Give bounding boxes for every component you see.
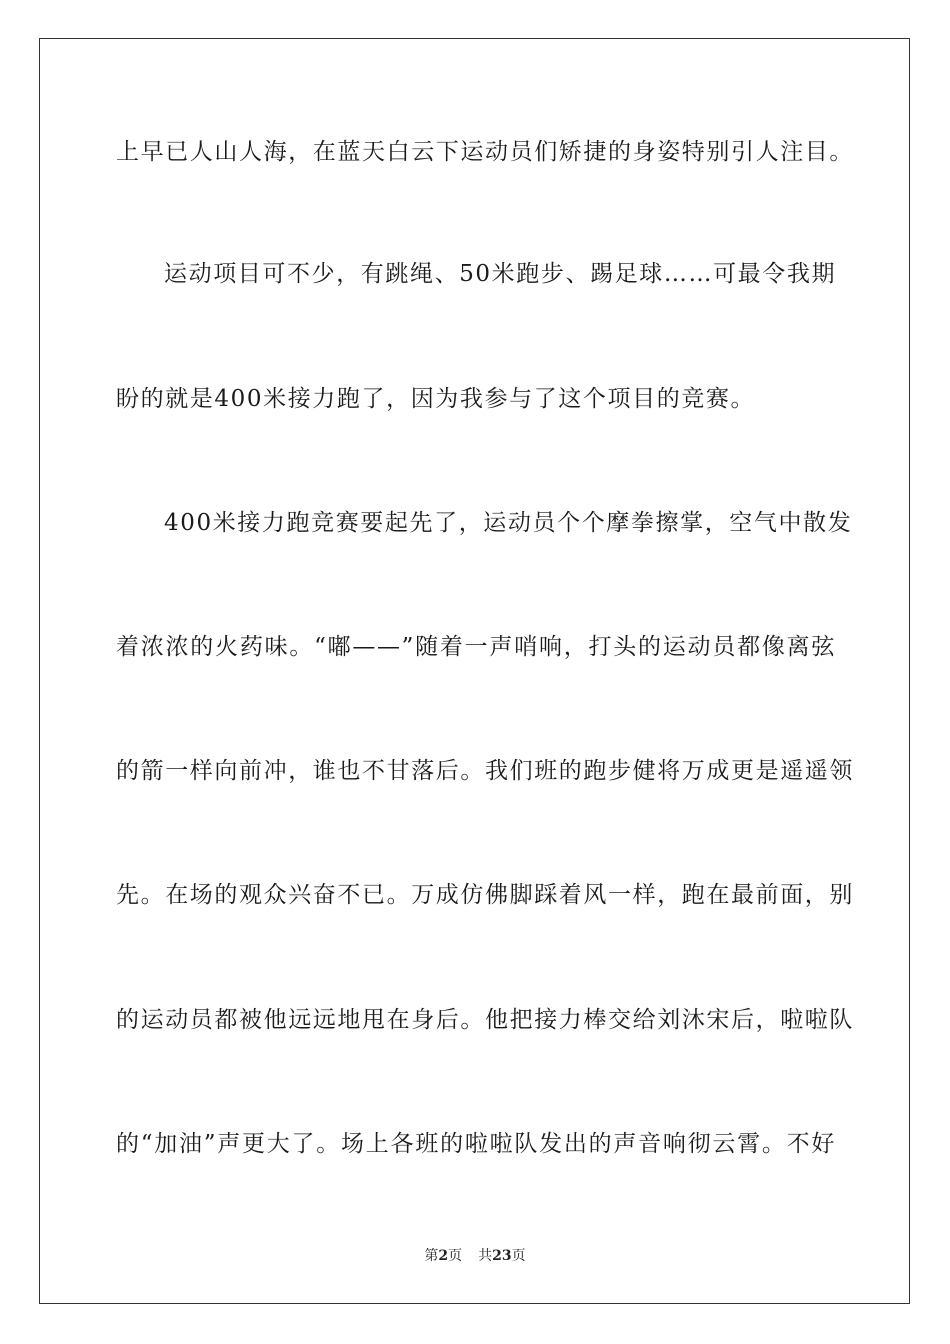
text-line-1: 上早已人山人海，在蓝天白云下运动员们矫捷的身姿特别引人注目。 [116,139,854,165]
page-footer [0,1246,950,1266]
page-border [39,38,910,1304]
page-prefix: 第 [424,1248,439,1264]
page-suffix: 页 [448,1248,463,1264]
total-pages: 23 [492,1248,512,1264]
text-line-4: 400米接力跑竞赛要起先了，运动员个个摩拳擦掌，空气中散发 [164,510,853,536]
text-line-5: 着浓浓的火药味。“嘟——”随着一声哨响，打头的运动员都像离弦 [116,634,836,660]
page-number: 2 [438,1248,449,1264]
text-line-2: 运动项目可不少，有跳绳、50米跑步、踢足球……可最令我期 [164,261,837,287]
total-suffix: 页 [511,1248,526,1264]
text-line-6: 的箭一样向前冲，谁也不甘落后。我们班的跑步健将万成更是遥遥领 [116,758,854,784]
text-line-3: 盼的就是400米接力跑了，因为我参与了这个项目的竞赛。 [116,386,756,412]
total-prefix: 共 [478,1248,493,1264]
text-line-8: 的运动员都被他远远地甩在身后。他把接力棒交给刘沐宋后，啦啦队 [116,1007,854,1033]
text-line-7: 先。在场的观众兴奋不已。万成仿佛脚踩着风一样，跑在最前面，别 [116,882,854,908]
text-line-9: 的“加油”声更大了。场上各班的啦啦队发出的声音响彻云霄。不好 [116,1131,836,1157]
